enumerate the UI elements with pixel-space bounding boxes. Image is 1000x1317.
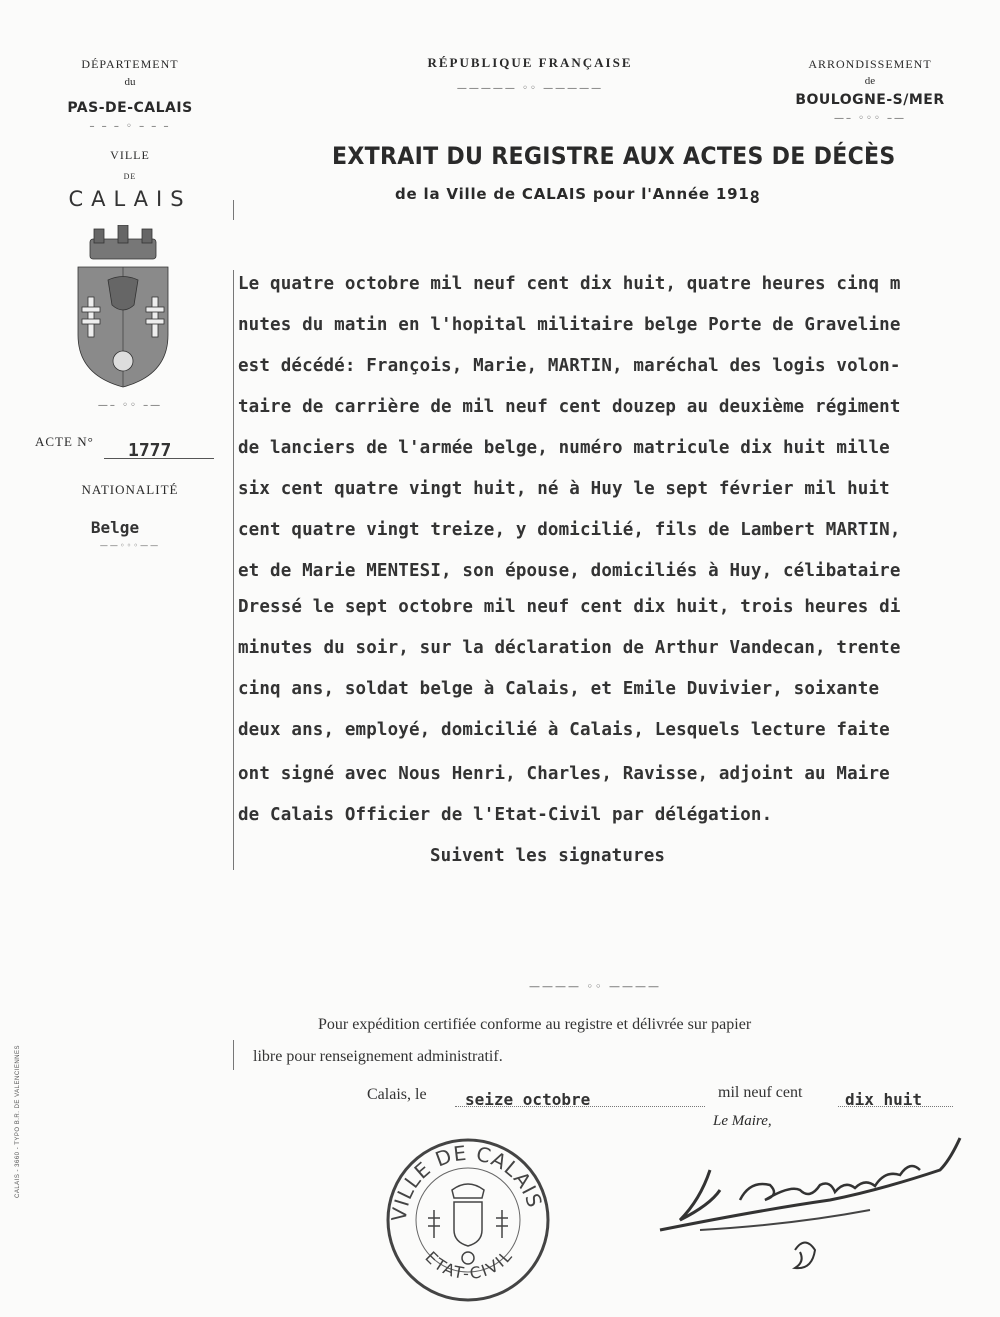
body-line-14: de Calais Officier de l'Etat-Civil par délégation. — [238, 805, 773, 825]
date-day-rule — [455, 1106, 705, 1107]
subtitle-year-digit: 8 — [749, 188, 761, 208]
departement-name: PAS-DE-CALAIS — [67, 100, 193, 116]
official-stamp — [382, 1130, 554, 1305]
du-label: du — [124, 76, 136, 88]
body-line-1: Le quatre octobre mil neuf cent dix huit, quatre heures cinq m — [238, 274, 901, 294]
body-line-6: six cent quatre vingt huit, né à Huy le sept février mil huit — [238, 479, 890, 499]
printer-note: CALAIS - 3660 - TYPO B.R. DE VALENCIENNES — [15, 1045, 21, 1198]
nationalite-value: Belge — [90, 518, 140, 537]
body-line-11: cinq ans, soldat belge à Calais, et Emile Duvivier, soixante — [238, 679, 880, 699]
margin-line-bottom — [233, 1040, 234, 1070]
mayor-signature — [640, 1130, 970, 1280]
body-line-13: ont signé avec Nous Henri, Charles, Ravisse, adjoint au Maire — [238, 764, 890, 784]
ville-label: VILLE — [110, 148, 150, 162]
ville-name: CALAIS — [68, 187, 192, 211]
stamp-top-text: VILLE DE CALAIS — [386, 1140, 548, 1223]
document-subtitle — [395, 184, 761, 208]
certification-line-1: Pour expédition certifiée conforme au registre et délivrée sur papier — [318, 1016, 752, 1033]
stamp-bottom-text: ETAT-CIVIL — [421, 1245, 517, 1284]
acte-number: 1777 — [128, 440, 172, 461]
body-line-4: taire de carrière de mil neuf cent douzep au deuxième régiment — [238, 397, 901, 417]
date-prefix: Calais, le — [367, 1086, 427, 1103]
signatures-line: Suivent les signatures — [430, 846, 666, 866]
subtitle-text: de la Ville de CALAIS pour l'Année 191 — [395, 185, 750, 203]
body-line-7: cent quatre vingt treize, y domicilié, fils de Lambert MARTIN, — [238, 520, 901, 540]
arrondissement-label: ARRONDISSEMENT — [808, 57, 932, 71]
body-line-2: nutes du matin en l'hopital militaire belge Porte de Graveline — [238, 315, 901, 335]
arrondissement-name: BOULOGNE-S/MER — [795, 92, 945, 108]
body-line-3: est décédé: François, Marie, MARTIN, maréchal des logis volon- — [238, 356, 901, 376]
departement-label: DÉPARTEMENT — [81, 57, 179, 71]
margin-line-main — [233, 270, 234, 870]
divider-ornament-3: ——◦◦◦—— — [99, 541, 161, 550]
divider-ornament: – – – ◦ – – – — [89, 121, 171, 132]
date-year: dix huit — [845, 1090, 923, 1109]
date-year-rule — [838, 1106, 953, 1107]
date-middle: mil neuf cent — [718, 1084, 803, 1101]
nationalite-label: NATIONALITÉ — [81, 482, 179, 497]
le-maire-label: Le Maire, — [713, 1113, 772, 1129]
republique-label: RÉPUBLIQUE FRANÇAISE — [427, 55, 633, 70]
date-day: seize octobre — [465, 1090, 591, 1109]
divider-ornament-center: ————— ◦◦ ————— — [456, 83, 604, 94]
body-line-12: deux ans, employé, domicilié à Calais, Lesquels lecture faite — [238, 720, 890, 740]
certification-line-2: libre pour renseignement administratif. — [253, 1048, 503, 1065]
acte-number-rule — [104, 458, 214, 459]
divider-ornament-right: —– ◦◦◦ –— — [833, 113, 907, 124]
document-title: EXTRAIT DU REGISTRE AUX ACTES DE DÉCÈS — [332, 142, 896, 170]
body-line-9: Dressé le sept octobre mil neuf cent dix huit, trois heures di — [238, 597, 901, 617]
body-line-10: minutes du soir, sur la déclaration de Arthur Vandecan, trente — [238, 638, 901, 658]
body-line-5: de lanciers de l'armée belge, numéro matricule dix huit mille — [238, 438, 890, 458]
stamp-crest-icon — [428, 1184, 508, 1264]
divider-ornament-2: —– ◦◦ –— — [97, 400, 163, 411]
de-label: DE — [123, 172, 137, 181]
acte-label: ACTE N° — [35, 434, 94, 449]
de2-label: de — [864, 75, 876, 87]
body-line-8: et de Marie MENTESI, son épouse, domiciliés à Huy, célibataire — [238, 561, 901, 581]
margin-line-top — [233, 200, 234, 220]
coat-of-arms-icon — [68, 225, 178, 390]
divider-ornament-bottom: ———— ◦◦ ———— — [529, 980, 661, 993]
